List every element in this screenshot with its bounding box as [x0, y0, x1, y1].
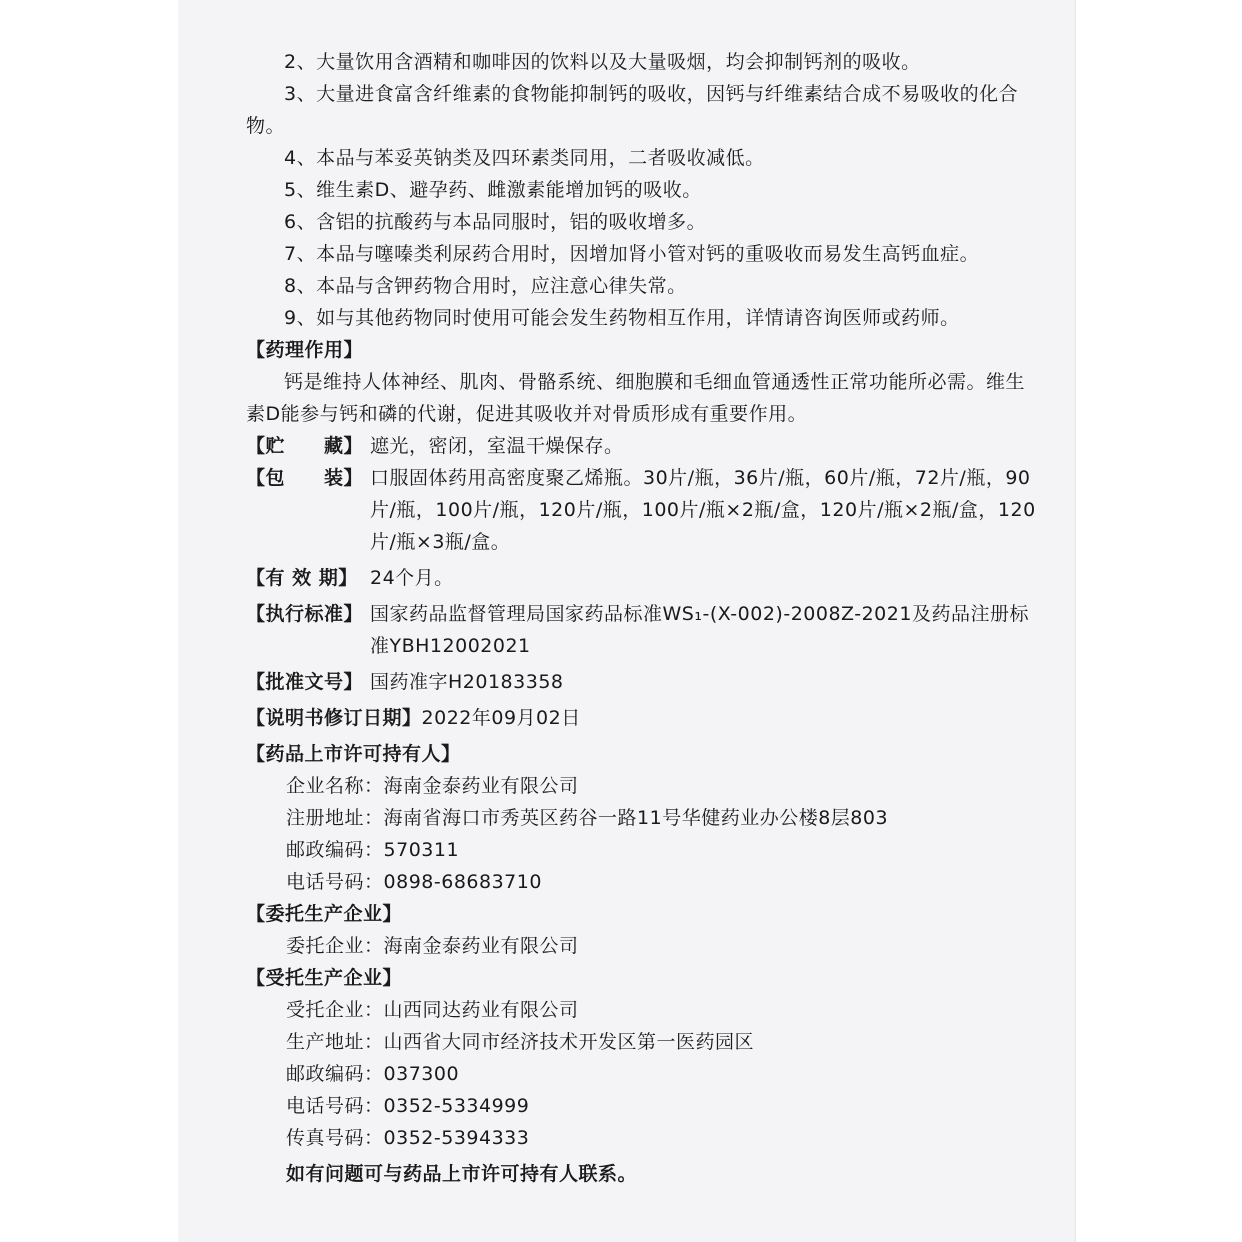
field-value: 海南省海口市秀英区药谷一路11号华健药业办公楼8层803: [383, 807, 889, 829]
interaction-item: 6、含铝的抗酸药与本品同服时，铝的吸收增多。: [284, 211, 707, 233]
field-key: 受托企业：: [286, 999, 384, 1021]
field-key: 生产地址：: [286, 1031, 384, 1053]
storage-label: 【贮 藏】: [246, 435, 364, 457]
leaflet-content: [246, 46, 1036, 1190]
field-value: 0898-68683710: [383, 871, 542, 893]
storage-row: [246, 430, 1036, 462]
contact-note: 如有问题可与药品上市许可持有人联系。: [286, 1163, 638, 1185]
manufacturer-row: [246, 1026, 1036, 1058]
approval-value: 国药准字H20183358: [370, 671, 564, 693]
field-key: 邮政编码：: [286, 1063, 384, 1085]
interaction-item: 5、维生素D、避孕药、雌激素能增加钙的吸收。: [284, 179, 702, 201]
field-value: 海南金泰药业有限公司: [383, 935, 579, 957]
field-value: 山西同达药业有限公司: [383, 999, 579, 1021]
storage-value: 遮光，密闭，室温干燥保存。: [370, 435, 624, 457]
package-row: [246, 462, 1036, 558]
validity-row: [246, 562, 1036, 594]
field-key: 邮政编码：: [286, 839, 384, 861]
holder-row: [246, 802, 1036, 834]
field-value: 海南金泰药业有限公司: [383, 775, 579, 797]
package-label: 【包 装】: [246, 467, 364, 489]
standard-value: 国家药品监督管理局国家药品标准WS₁-(X-002)-2008Z-2021及药品注册标准YBH12002021: [370, 603, 1029, 657]
holder-row: [246, 834, 1036, 866]
holder-heading: 【药品上市许可持有人】: [246, 743, 461, 765]
interaction-item: 7、本品与噻嗪类利尿药合用时，因增加肾小管对钙的重吸收而易发生高钙血症。: [284, 243, 980, 265]
manufacturer-row: [246, 1122, 1036, 1154]
interaction-item: 4、本品与苯妥英钠类及四环素类同用，二者吸收减低。: [284, 147, 765, 169]
consigner-row: [246, 930, 1036, 962]
field-value: 037300: [383, 1063, 460, 1085]
field-value: 0352-5394333: [383, 1127, 530, 1149]
interaction-item: 3、大量进食富含纤维素的食物能抑制钙的吸收，因钙与纤维素结合成不易吸收的化合物。: [246, 83, 1019, 137]
approval-row: [246, 666, 1036, 698]
holder-row: [246, 866, 1036, 898]
field-value: 570311: [383, 839, 460, 861]
standard-row: [246, 598, 1036, 662]
field-key: 企业名称：: [286, 775, 384, 797]
pharmacology-text: 钙是维持人体神经、肌肉、骨骼系统、细胞膜和毛细血管通透性正常功能所必需。维生素D能参与钙和磷的代谢，促进其吸收并对骨质形成有重要作用。: [246, 371, 1026, 425]
package-value: 口服固体药用高密度聚乙烯瓶。30片/瓶，36片/瓶，60片/瓶，72片/瓶，90片/瓶，100片/瓶，120片/瓶，100片/瓶×2瓶/盒，120片/瓶×2瓶/盒，120片/瓶×3瓶/盒。: [370, 467, 1036, 553]
interaction-item: 9、如与其他药物同时使用可能会发生药物相互作用，详情请咨询医师或药师。: [284, 307, 960, 329]
manufacturer-row: [246, 994, 1036, 1026]
field-key: 电话号码：: [286, 871, 384, 893]
approval-label: 【批准文号】: [246, 671, 364, 693]
manufacturer-row: [246, 1090, 1036, 1122]
validity-label: 【有 效 期】: [246, 567, 358, 589]
revision-row: [246, 702, 1036, 734]
interaction-item: 8、本品与含钾药物合用时，应注意心律失常。: [284, 275, 687, 297]
holder-row: [246, 770, 1036, 802]
field-value: 山西省大同市经济技术开发区第一医药园区: [383, 1031, 755, 1053]
field-key: 传真号码：: [286, 1127, 384, 1149]
pharmacology-heading: 【药理作用】: [246, 339, 364, 361]
revision-label: 【说明书修订日期】: [246, 707, 422, 729]
standard-label: 【执行标准】: [246, 603, 364, 625]
validity-value: 24个月。: [370, 567, 454, 589]
field-key: 注册地址：: [286, 807, 384, 829]
consigner-heading: 【委托生产企业】: [246, 903, 403, 925]
interaction-item: 2、大量饮用含酒精和咖啡因的饮料以及大量吸烟，均会抑制钙剂的吸收。: [284, 51, 921, 73]
manufacturer-heading: 【受托生产企业】: [246, 967, 403, 989]
manufacturer-row: [246, 1058, 1036, 1090]
field-key: 委托企业：: [286, 935, 384, 957]
field-key: 电话号码：: [286, 1095, 384, 1117]
revision-value: 2022年09月02日: [421, 707, 581, 729]
field-value: 0352-5334999: [383, 1095, 530, 1117]
